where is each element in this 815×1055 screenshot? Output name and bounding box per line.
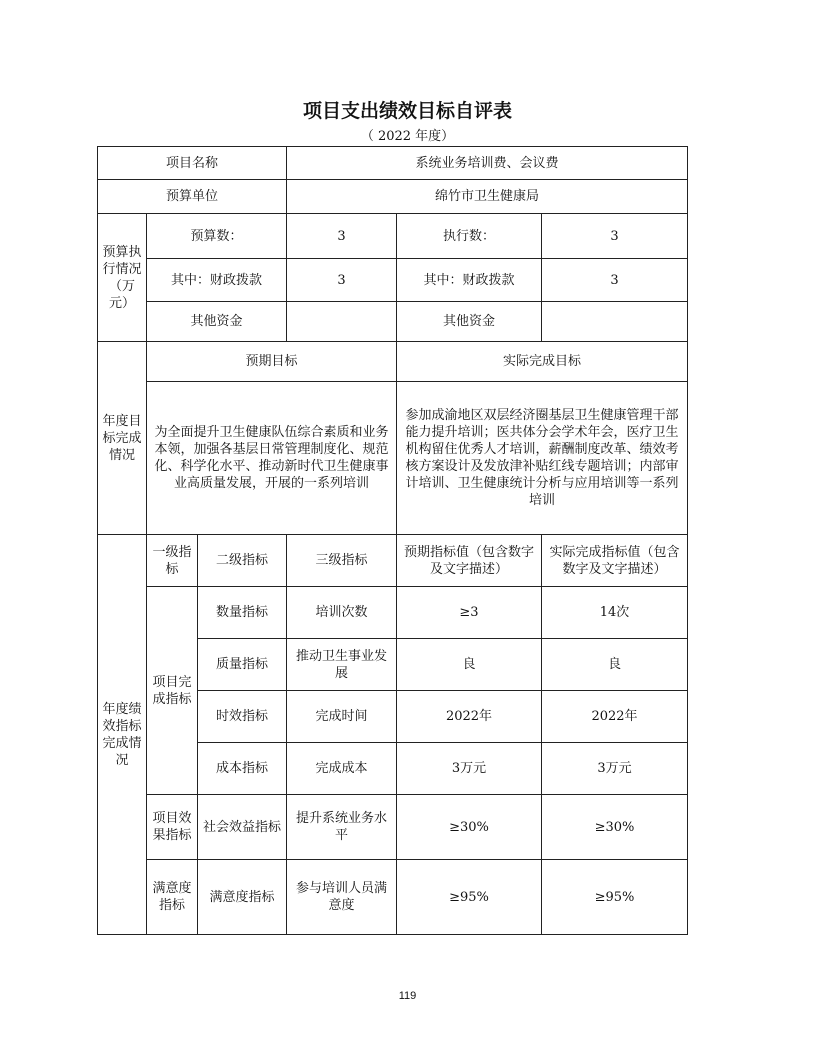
- level3-cell: 提升系统业务水平: [287, 795, 397, 860]
- form-title: 项目支出绩效目标自评表: [302, 100, 512, 122]
- budget-unit-row: [98, 180, 688, 214]
- actual-goal-text: 参加成渝地区双层经济圈基层卫生健康管理干部能力提升培训；医共体分会学术年会，医疗卫生机构留住优秀人才培训，薪酬制度改革、绩效考核方案设计及发放津补贴红线专题培训；内部审计培训、卫生健康统计分析与应用培训等一系列培训: [397, 382, 688, 535]
- goals-content-row: [98, 382, 688, 535]
- budget-execution-section-label: 预算执行情况（万元）: [98, 214, 147, 342]
- page-number: 119: [398, 990, 417, 1002]
- annual-goals-section-label: 年度目标完成情况: [98, 342, 147, 535]
- fiscal-exec-label: 其中：财政拨款: [397, 259, 542, 302]
- level2-cell: 数量指标: [198, 587, 287, 639]
- level3-cell: 完成成本: [287, 743, 397, 795]
- actual-value-cell: ≥30%: [542, 795, 688, 860]
- project-name-row: [98, 147, 688, 180]
- actual-value-cell: ≥95%: [542, 860, 688, 935]
- self-evaluation-table: [97, 146, 688, 935]
- actual-value-cell: 良: [542, 639, 688, 691]
- level2-cell: 满意度指标: [198, 860, 287, 935]
- level3-cell: 完成时间: [287, 691, 397, 743]
- indicator-header-row: [98, 535, 688, 587]
- level3-cell: 推动卫生事业发展: [287, 639, 397, 691]
- level3-cell: 参与培训人员满意度: [287, 860, 397, 935]
- execution-amount-value: 3: [542, 214, 688, 259]
- level3-header: 三级指标: [287, 535, 397, 587]
- project-name-label: 项目名称: [98, 147, 287, 180]
- expected-value-cell: ≥3: [397, 587, 542, 639]
- expected-value-cell: 良: [397, 639, 542, 691]
- output-indicator-group: 项目完成指标: [147, 587, 198, 795]
- expected-value-cell: 2022年: [397, 691, 542, 743]
- expected-value-header: 预期指标值（包含数字及文字描述）: [397, 535, 542, 587]
- actual-value-cell: 14次: [542, 587, 688, 639]
- budget-unit-label: 预算单位: [98, 180, 287, 214]
- level2-header: 二级指标: [198, 535, 287, 587]
- budget-row: [98, 214, 688, 259]
- budget-amount-label: 预算数：: [147, 214, 287, 259]
- level2-cell: 社会效益指标: [198, 795, 287, 860]
- table-row: [98, 795, 688, 860]
- other-budget-value: [287, 302, 397, 342]
- actual-value-cell: 2022年: [542, 691, 688, 743]
- form-year: （ 2022 年度）: [360, 129, 455, 144]
- other-funds-row: [98, 302, 688, 342]
- budget-amount-value: 3: [287, 214, 397, 259]
- project-name-value: 系统业务培训费、会议费: [287, 147, 688, 180]
- fiscal-budget-label: 其中：财政拨款: [147, 259, 287, 302]
- other-exec-label: 其他资金: [397, 302, 542, 342]
- table-row: [98, 860, 688, 935]
- level1-header: 一级指标: [147, 535, 198, 587]
- level3-cell: 培训次数: [287, 587, 397, 639]
- satisfaction-indicator-group: 满意度指标: [147, 860, 198, 935]
- execution-amount-label: 执行数：: [397, 214, 542, 259]
- actual-value-cell: 3万元: [542, 743, 688, 795]
- other-exec-value: [542, 302, 688, 342]
- expected-value-cell: ≥30%: [397, 795, 542, 860]
- other-budget-label: 其他资金: [147, 302, 287, 342]
- expected-goal-text: 为全面提升卫生健康队伍综合素质和业务本领，加强各基层日常管理制度化、规范化、科学化水平、推动新时代卫生健康事业高质量发展，开展的一系列培训: [147, 382, 397, 535]
- level2-cell: 时效指标: [198, 691, 287, 743]
- fiscal-exec-value: 3: [542, 259, 688, 302]
- level2-cell: 成本指标: [198, 743, 287, 795]
- table-row: [98, 587, 688, 639]
- fiscal-allocation-row: [98, 259, 688, 302]
- expected-value-cell: 3万元: [397, 743, 542, 795]
- goals-header-row: [98, 342, 688, 382]
- fiscal-budget-value: 3: [287, 259, 397, 302]
- actual-value-header: 实际完成指标值（包含数字及文字描述）: [542, 535, 688, 587]
- level2-cell: 质量指标: [198, 639, 287, 691]
- budget-unit-value: 绵竹市卫生健康局: [287, 180, 688, 214]
- actual-goal-header: 实际完成目标: [397, 342, 688, 382]
- effect-indicator-group: 项目效果指标: [147, 795, 198, 860]
- expected-goal-header: 预期目标: [147, 342, 397, 382]
- performance-indicators-section-label: 年度绩效指标完成情况: [98, 535, 147, 935]
- expected-value-cell: ≥95%: [397, 860, 542, 935]
